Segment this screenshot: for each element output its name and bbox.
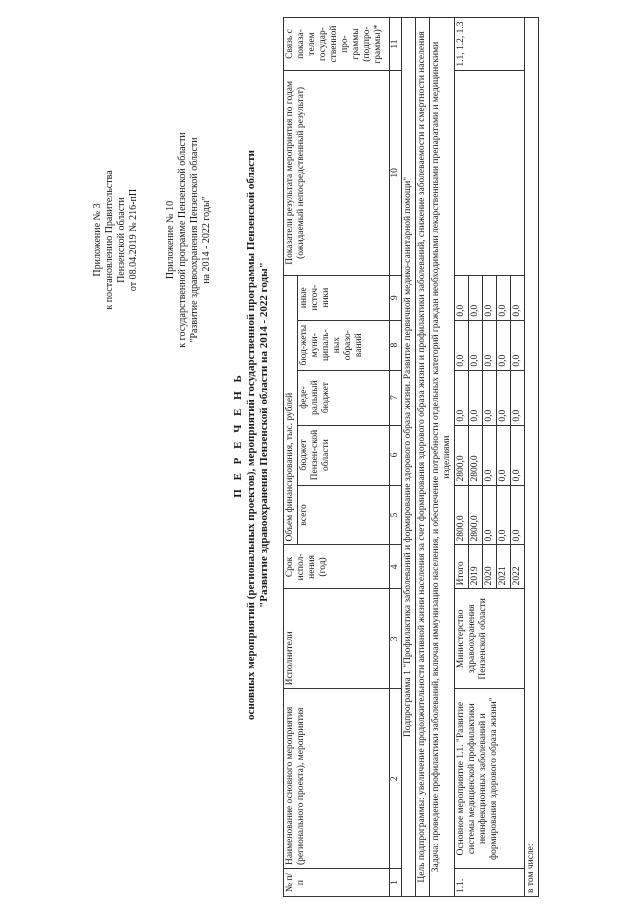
appendix-3-line: к постановлению Правительства	[104, 170, 115, 310]
document-title	[232, 85, 271, 785]
total-cell: 0,0	[497, 485, 511, 545]
appendix-10-line: на 2014 - 2022 годы"	[201, 196, 212, 284]
header-total: всего	[298, 485, 390, 545]
federal-cell: 0,0	[511, 370, 525, 425]
col-number: 10	[390, 71, 402, 276]
municipal-cell: 0,0	[455, 320, 469, 370]
appendix-10-line: к государственной программе Пензенской области	[177, 132, 188, 348]
other-cell: 0,0	[511, 275, 525, 320]
header-indicators: Показатели результата мероприятия по годам (ожидаемый непосредственный результат)	[284, 71, 390, 276]
other-cell: 0,0	[455, 275, 469, 320]
total-cell: 2800,0	[455, 485, 469, 545]
header-regional: бюджет Пензен-ской области	[298, 425, 390, 485]
indicator-cell	[455, 71, 525, 276]
year-cell: 2019	[469, 545, 483, 589]
col-number: 11	[390, 18, 402, 71]
title-heading: П Е Р Е Ч Е Н Ь	[232, 372, 244, 498]
col-number: 6	[390, 425, 402, 485]
other-cell: 0,0	[483, 275, 497, 320]
title-line-1: основных мероприятий (региональных проектов), мероприятий государственной программы Пензенской области	[245, 150, 257, 720]
year-cell: 2020	[483, 545, 497, 589]
year-cell: Итого	[455, 545, 469, 589]
regional-cell: 0,0	[511, 425, 525, 485]
appendix-10-block	[165, 100, 213, 380]
appendix-10-line: Приложение № 10	[165, 200, 176, 280]
municipal-cell: 0,0	[469, 320, 483, 370]
header-municipal: бюд-жеты муни-ципаль-ных образо-ваний	[298, 320, 390, 370]
col-number: 3	[390, 589, 402, 689]
col-number: 4	[390, 545, 402, 589]
col-number: 5	[390, 485, 402, 545]
appendix-3-line: Пензенской области	[116, 197, 127, 283]
col-number: 9	[390, 275, 402, 320]
header-term: Срок испол-нения (год)	[284, 545, 390, 589]
footer-row: в том числе:	[525, 18, 539, 897]
header-name: Наименование основного мероприятия (регионального проекта), мероприятия	[284, 689, 390, 869]
federal-cell: 0,0	[483, 370, 497, 425]
total-cell: 2800,0	[469, 485, 483, 545]
total-cell: 0,0	[511, 485, 525, 545]
total-cell: 0,0	[483, 485, 497, 545]
header-funding: Объем финансирования, тыс. рублей	[284, 275, 298, 545]
title-line-2: "Развитие здравоохранения Пензенской области на 2014 - 2022 годы"	[258, 262, 270, 608]
municipal-cell: 0,0	[483, 320, 497, 370]
header-num: № п/п	[284, 869, 390, 897]
task-row: Задача: проведение профилактики заболеваний, включая иммунизацию населения, и обеспечение потребности отдельных категорий граждан необходимыми лекарственными препаратами и медицинскими изделиями	[430, 18, 455, 897]
header-executor: Исполнители	[284, 589, 390, 689]
table-row	[455, 18, 469, 897]
col-number: 2	[390, 689, 402, 869]
header-other: иные источ-ники	[298, 275, 390, 320]
appendix-10-line: "Развитие здравоохранения Пензенской области	[189, 137, 200, 343]
other-cell: 0,0	[497, 275, 511, 320]
appendix-3-line: от 08.04.2019 № 216-пП	[128, 188, 139, 292]
item-link: 1.1, 1.2, 1.3	[455, 18, 525, 71]
subprogram-row: Подпрограмма 1 "Профилактика заболеваний и формирование здорового образа жизни. Развитие первичной медико-санитарной помощи"	[402, 18, 416, 897]
regional-cell: 2800,0	[455, 425, 469, 485]
appendix-3-line: Приложение № 3	[92, 203, 103, 277]
appendix-3-block	[92, 130, 140, 350]
regional-cell: 2800,0	[469, 425, 483, 485]
header-link: Связь с показа-телем государ-ственной про-граммы (подпро-граммы)*	[284, 18, 390, 71]
goal-row: Цель подпрограммы: увеличение продолжительности активной жизни населения за счет формирования здорового образа жизни и профилактики заболеваний, снижение заболеваемости и смертности населения	[416, 18, 430, 897]
item-num: 1.1.	[455, 869, 525, 897]
item-executor: Министерство здравоохранения Пензенской области	[455, 589, 525, 689]
col-number: 7	[390, 370, 402, 425]
activities-table	[283, 17, 539, 897]
year-cell: 2021	[497, 545, 511, 589]
other-cell: 0,0	[469, 275, 483, 320]
header-federal: феде-ральный бюджет	[298, 370, 390, 425]
municipal-cell: 0,0	[497, 320, 511, 370]
col-number: 8	[390, 320, 402, 370]
municipal-cell: 0,0	[511, 320, 525, 370]
col-number: 1	[390, 869, 402, 897]
year-cell: 2022	[511, 545, 525, 589]
federal-cell: 0,0	[497, 370, 511, 425]
item-name: Основное мероприятие 1.1. "Развитие системы медицинской профилактики неинфекционных заболеваний и формирования здорового образа жизни"	[455, 689, 525, 869]
federal-cell: 0,0	[455, 370, 469, 425]
federal-cell: 0,0	[469, 370, 483, 425]
regional-cell: 0,0	[483, 425, 497, 485]
regional-cell: 0,0	[497, 425, 511, 485]
